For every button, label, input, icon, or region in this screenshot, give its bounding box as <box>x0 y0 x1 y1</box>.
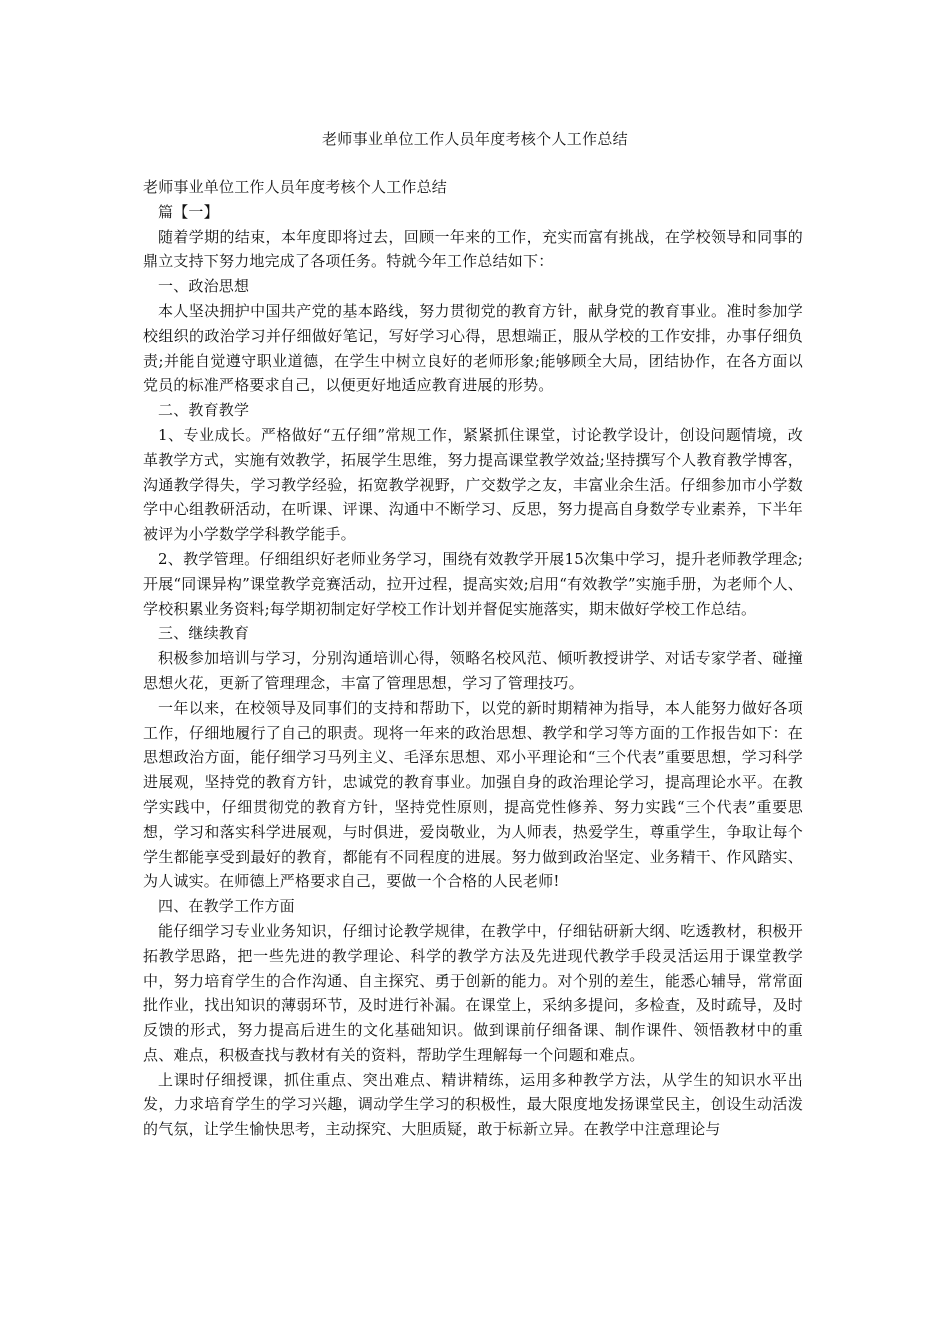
page-title: 老师事业单位工作人员年度考核个人工作总结 <box>321 130 628 148</box>
paragraph-politics: 本人坚决拥护中国共产党的基本路线，努力贯彻党的教育方针，献身党的教育事业。准时参加学校组织的政治学习并仔细做好笔记，写好学习心得，思想端正，服从学校的工作安排，办事仔细负责;并能自觉遵守职业道德，在学生中树立良好的老师形象;能够顾全大局，团结协作，在各方面以党员的标准严格要求自己，以便更好地适应教育进展的形势。 <box>143 301 803 395</box>
section-heading-continuing-education: 三、继续教育 <box>158 624 250 643</box>
document-body <box>143 175 803 1142</box>
section-heading-teaching: 二、教育教学 <box>158 401 250 420</box>
section-heading-politics: 一、政治思想 <box>158 277 250 296</box>
paragraph-continuing-education: 积极参加培训与学习，分别沟通培训心得，领略名校风范、倾听教授讲学、对话专家学者、碰撞思想火花，更新了管理理念，丰富了管理思想，学习了管理技巧。 <box>143 649 803 692</box>
intro-paragraph: 随着学期的结束，本年度即将过去，回顾一年来的工作，充实而富有挑战，在学校领导和同事的鼎立支持下努力地完成了各项任务。特就今年工作总结如下： <box>143 227 803 271</box>
part-label: 篇【一】 <box>158 202 219 221</box>
section-heading-teaching-work: 四、在教学工作方面 <box>158 897 295 916</box>
paragraph-professional-growth: 1、专业成长。严格做好“五仔细”常规工作，紧紧抓住课堂，讨论教学设计，创设问题情境，改革教学方式，实施有效教学，拓展学生思维，努力提高课堂教学效益;坚持撰写个人教育教学博客，沟通教学得失，学习教学经验，拓宽教学视野，广交数学之友，丰富业余生活。仔细参加市小学数学中心组教研活动，在听课、评课、沟通中不断学习、反思，努力提高自身数学专业素养，下半年被评为小学数学学科教学能手。 <box>143 425 803 544</box>
document-subtitle: 老师事业单位工作人员年度考核个人工作总结 <box>143 178 448 196</box>
paragraph-teaching-work: 能仔细学习专业业务知识，仔细讨论教学规律，在教学中，仔细钻研新大纲、吃透教材，积极开拓教学思路，把一些先进的教学理论、科学的教学方法及先进现代教学手段灵活运用于课堂教学中，努力培育学生的合作沟通、自主探究、勇于创新的能力。对个别的差生，能悉心辅导，常常面批作业，找出知识的薄弱环节，及时进行补漏。在课堂上，采纳多提问，多检查，及时疏导，及时反馈的形式，努力提高后进生的文化基础知识。做到课前仔细备课、制作课件、领悟教材中的重点、难点，积极查找与教材有关的资料，帮助学生理解每一个问题和难点。 <box>143 921 803 1064</box>
paragraph-classroom: 上课时仔细授课，抓住重点、突出难点、精讲精练，运用多种教学方法，从学生的知识水平出发，力求培育学生的学习兴趣，调动学生学习的积极性，最大限度地发扬课堂民主，创设生动活泼的气氛，让学生愉快思考，主动探究、大胆质疑，敢于标新立异。在教学中注意理论与 <box>143 1070 803 1139</box>
paragraph-teaching-management: 2、教学管理。仔细组织好老师业务学习，围绕有效教学开展15次集中学习，提升老师教学理念;开展“同课异构”课堂教学竞赛活动，拉开过程，提高实效;启用“有效教学”实施手册，为老师个人、学校积累业务资料;每学期初制定好学校工作计划并督促实施落实，期末做好学校工作总结。 <box>143 549 803 618</box>
paragraph-annual-review: 一年以来，在校领导及同事们的支持和帮助下，以党的新时期精神为指导，本人能努力做好各项工作，仔细地履行了自己的职责。现将一年来的政治思想、教学和学习等方面的工作报告如下：在思想政治方面，能仔细学习马列主义、毛泽东思想、邓小平理论和“三个代表”重要思想，学习科学进展观，坚持党的教育方针，忠诚党的教育事业。加强自身的政治理论学习，提高理论水平。在教学实践中，仔细贯彻党的教育方针，坚持党性原则，提高党性修养、努力实践“三个代表”重要思想，学习和落实科学进展观，与时俱进，爱岗敬业，为人师表，热爱学生，尊重学生，争取让每个学生都能享受到最好的教育，都能有不同程度的进展。努力做到政治坚定、业务精干、作风踏实、为人诚实。在师德上严格要求自己，要做一个合格的人民老师! <box>143 698 803 891</box>
